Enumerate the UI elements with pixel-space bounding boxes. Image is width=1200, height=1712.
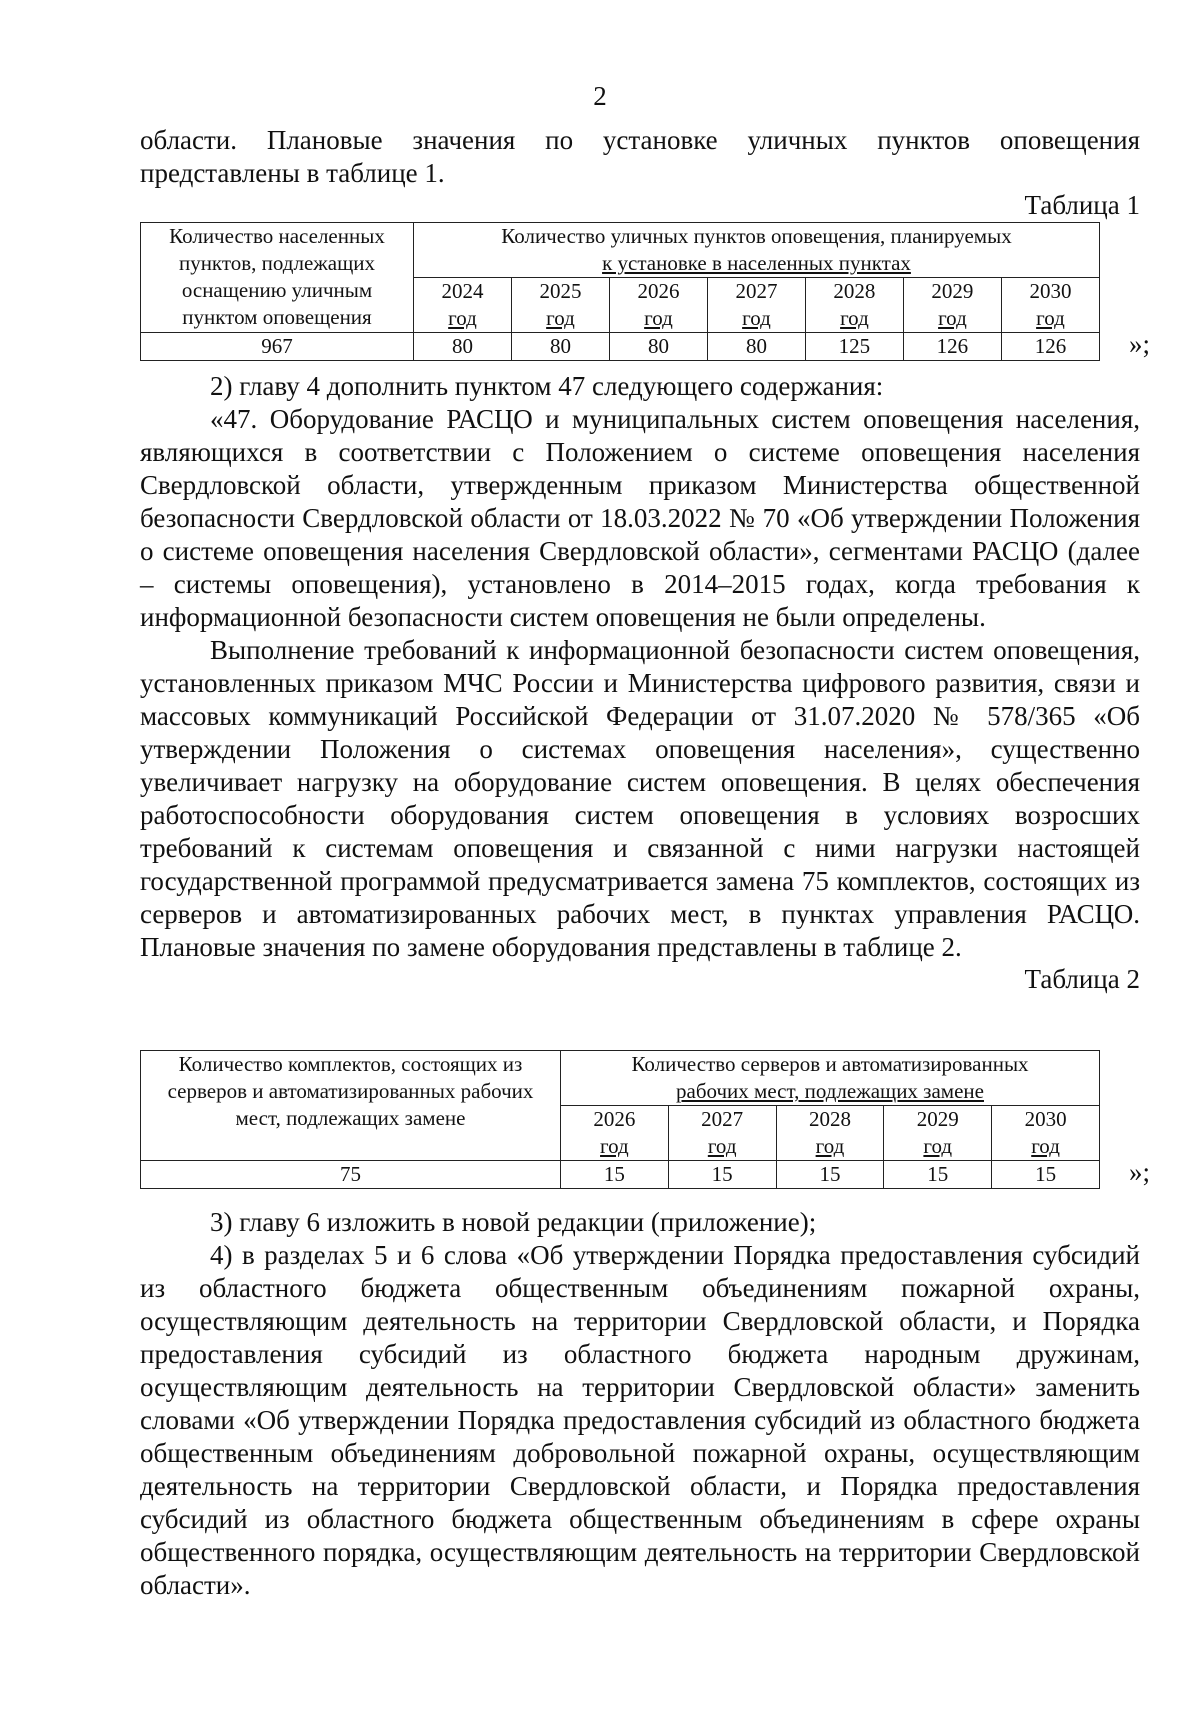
table2-closing-quote: »; (1128, 1157, 1150, 1187)
paragraph-item-47: «47. Оборудование РАСЦО и муниципальных систем оповещения населения, являющихся в соответствии с Положением о системе оповещения населения Свердловской области, утвержденным приказом Министерства общественной безопасности Свердловской области от 18.03.2022 № 70 «Об утверждении Положения о системе оповещения населения Свердловской области», сегментами РАСЦО (далее – системы оповещения), установлено в 2014–2015 годах, когда требования к информационной безопасности систем оповещения не были определены. (140, 404, 1140, 632)
paragraph-item-2: 2) главу 4 дополнить пунктом 47 следующего содержания: (210, 371, 884, 401)
table2-cell: 15 (668, 1161, 776, 1189)
table1-col1-header: Количество населенных пунктов, подлежащих оснащению уличным пунктом оповещения (141, 223, 414, 333)
table2-year-header: 2026 год (561, 1106, 669, 1161)
table1-year-header: 2028 год (805, 278, 903, 333)
table2-year-header: 2028 год (776, 1106, 884, 1161)
table2-caption: Таблица 2 (1024, 964, 1140, 994)
page-number: 2 (593, 81, 607, 111)
table2 (140, 1050, 1100, 1189)
table1-group-header (414, 223, 1100, 278)
table1-cell: 126 (1001, 333, 1099, 361)
paragraph-item-4: 4) в разделах 5 и 6 слова «Об утверждении Порядка предоставления субсидий из областного бюджета общественным объединениям пожарной охраны, осуществляющим деятельность на территории Свердловской области, и Порядка предоставления субсидий из областного бюджета народным дружинам, осуществляющим деятельность на территории Свердловской области» заменить словами «Об утверждении Порядка предоставления субсидий из областного бюджета общественным объединениям добровольной пожарной охраны, осуществляющим деятельность на территории Свердловской области, и Порядка предоставления субсидий из областного бюджета общественным объединениям в сфере охраны общественного порядка, осуществляющим деятельность на территории Свердловской области». (140, 1240, 1140, 1600)
table2-group-header-line1: Количество серверов и автоматизированных (631, 1052, 1029, 1076)
table1 (140, 222, 1100, 361)
table1-cell: 967 (141, 333, 414, 361)
table2-year-header: 2030 год (992, 1106, 1100, 1161)
table2-cell: 15 (992, 1161, 1100, 1189)
table1-group-header-line1: Количество уличных пунктов оповещения, планируемых (501, 224, 1012, 248)
table1-wrapper (140, 222, 1150, 361)
table1-closing-quote: »; (1128, 329, 1150, 359)
table1-year-header: 2030 год (1001, 278, 1099, 333)
table2-col1-header: Количество комплектов, состоящих из серверов и автоматизированных рабочих мест, подлежащих замене (141, 1051, 561, 1161)
table2-cell: 15 (776, 1161, 884, 1189)
table1-cell: 80 (511, 333, 609, 361)
table1-year-header: 2026 год (609, 278, 707, 333)
table1-year-header: 2024 год (414, 278, 512, 333)
table2-year-header: 2029 год (884, 1106, 992, 1161)
table1-cell: 125 (805, 333, 903, 361)
table1-cell: 80 (609, 333, 707, 361)
table2-cell: 15 (884, 1161, 992, 1189)
paragraph-intro: области. Плановые значения по установке уличных пунктов оповещения представлены в таблице 1. (140, 125, 1140, 188)
table2-wrapper (140, 1050, 1150, 1189)
section-top (140, 124, 1140, 220)
table2-group-header (561, 1051, 1100, 1106)
table1-year-header: 2025 год (511, 278, 609, 333)
table1-cell: 80 (707, 333, 805, 361)
paragraph-item-3: 3) главу 6 изложить в новой редакции (приложение); (210, 1207, 817, 1237)
table-row (141, 333, 1100, 361)
table1-year-header: 2027 год (707, 278, 805, 333)
table1-caption: Таблица 1 (1024, 190, 1140, 220)
table2-cell: 15 (561, 1161, 669, 1189)
table1-cell: 80 (414, 333, 512, 361)
table2-cell: 75 (141, 1161, 561, 1189)
table1-group-header-line2: к установке в населенных пунктах (602, 251, 911, 275)
section-bottom (140, 1206, 1140, 1602)
paragraph-requirements: Выполнение требований к информационной безопасности систем оповещения, установленных приказом МЧС России и Министерства цифрового развития, связи и массовых коммуникаций Российской Федерации от 31.07.2020 № 578/365 «Об утверждении Положения о системах оповещения населения», существенно увеличивает нагрузку на оборудование систем оповещения. В целях обеспечения работоспособности оборудования систем оповещения в условиях возросших требований к системам оповещения и связанной с ними нагрузки настоящей государственной программой предусматривается замена 75 комплектов, состоящих из серверов и автоматизированных рабочих мест, в пунктах управления РАСЦО. Плановые значения по замене оборудования представлены в таблице 2. (140, 635, 1140, 962)
table1-cell: 126 (903, 333, 1001, 361)
table-row (141, 1161, 1100, 1189)
table1-year-header: 2029 год (903, 278, 1001, 333)
table2-year-header: 2027 год (668, 1106, 776, 1161)
section-middle (140, 370, 1140, 994)
table2-group-header-line2: рабочих мест, подлежащих замене (676, 1079, 984, 1103)
